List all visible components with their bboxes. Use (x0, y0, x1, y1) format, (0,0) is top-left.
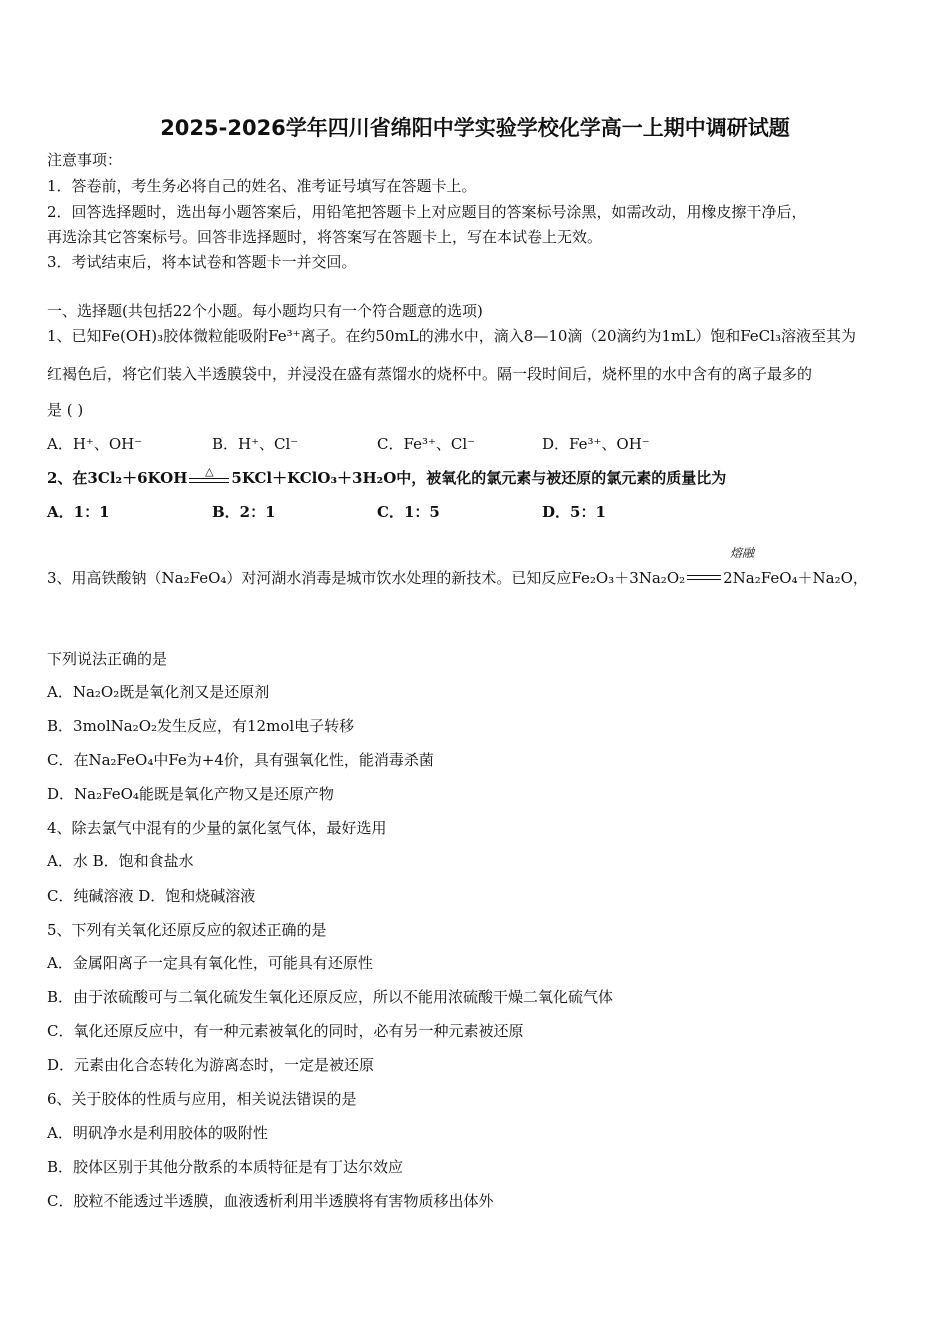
equals-arrow-icon (687, 572, 721, 586)
notice-item-2-cont: 再选涂其它答案标号。回答非选择题时，将答案写在答题卡上，写在本试卷上无效。 (47, 228, 603, 246)
q2-stem (47, 465, 727, 488)
q3-stem-line (47, 568, 868, 588)
page-title: 2025-2026学年四川省绵阳中学实验学校化学高一上期中调研试题 (160, 116, 790, 140)
q1-line-1: 1、已知Fe(OH)₃胶体微粒能吸附Fe³⁺离子。在约50mL的沸水中，滴入8—10滴（20滴约为1mL）饱和FeCl₃溶液至其为 (47, 327, 856, 345)
q3-stem: 下列说法正确的是 (47, 650, 168, 668)
section-heading: 一、选择题(共包括22个小题。每小题均只有一个符合题意的选项) (47, 302, 483, 320)
q4-options-ab[interactable]: A．水 B．饱和食盐水 (47, 852, 194, 870)
notice-item-3: 3．考试结束后，将本试卷和答题卡一并交回。 (47, 253, 357, 271)
q6-stem: 6、关于胶体的性质与应用，相关说法错误的是 (47, 1090, 357, 1108)
q4-options-cd[interactable]: C．纯碱溶液 D．饱和烧碱溶液 (47, 887, 256, 905)
q3-option-d[interactable]: D．Na₂FeO₄能既是氧化产物又是还原产物 (47, 785, 334, 803)
notice-item-1: 1．答卷前，考生务必将自己的姓名、准考证号填写在答题卡上。 (47, 177, 477, 195)
q5-option-d[interactable]: D．元素由化合态转化为游离态时，一定是被还原 (47, 1056, 375, 1074)
q3-option-a[interactable]: A．Na₂O₂既是氧化剂又是还原剂 (47, 683, 270, 701)
q1-options (47, 434, 927, 454)
q2-option-d[interactable]: D．5：1 (542, 503, 606, 521)
q5-stem: 5、下列有关氧化还原反应的叙述正确的是 (47, 921, 327, 939)
q6-option-c[interactable]: C．胶粒不能透过半透膜，血液透析利用半透膜将有害物质移出体外 (47, 1192, 494, 1210)
q6-option-b[interactable]: B．胶体区别于其他分散系的本质特征是有丁达尔效应 (47, 1158, 404, 1176)
q2-option-c[interactable]: C．1：5 (377, 503, 440, 521)
equals-arrow-icon (189, 465, 229, 486)
q3-prefix: 3、用高铁酸钠（Na₂FeO₄）对河湖水消毒是城市饮水处理的新技术。已知反应Fe₂O₃＋3Na₂O₂ (47, 569, 686, 587)
q6-option-a[interactable]: A．明矾净水是利用胶体的吸附性 (47, 1124, 268, 1142)
q2-option-b[interactable]: B．2：1 (212, 503, 276, 521)
heat-condition: △ (205, 465, 214, 478)
q5-option-a[interactable]: A．金属阳离子一定具有氧化性，可能具有还原性 (47, 954, 373, 972)
q2-options (47, 502, 927, 522)
q3-option-c[interactable]: C．在Na₂FeO₄中Fe为+4价，具有强氧化性，能消毒杀菌 (47, 751, 434, 769)
q3-option-b[interactable]: B．3molNa₂O₂发生反应，有12mol电子转移 (47, 717, 355, 735)
notice-item-2: 2．回答选择题时，选出每小题答案后，用铅笔把答题卡上对应题目的答案标号涂黑，如需改动，用橡皮擦干净后， (47, 203, 807, 221)
q2-option-a[interactable]: A．1：1 (47, 503, 110, 521)
q1-line-3: 是 ( ) (47, 401, 84, 419)
q3-condition: 熔融 (730, 546, 755, 560)
q1-option-b[interactable]: B．H⁺、Cl⁻ (212, 435, 299, 453)
q3-suffix: 2Na₂FeO₄＋Na₂O， (723, 569, 868, 587)
q1-option-a[interactable]: A．H⁺、OH⁻ (47, 435, 143, 453)
notice-heading: 注意事项： (47, 151, 123, 169)
q5-option-b[interactable]: B．由于浓硫酸可与二氧化硫发生氧化还原反应，所以不能用浓硫酸干燥二氧化硫气体 (47, 988, 614, 1006)
q2-suffix: 5KCl＋KClO₃＋3H₂O中，被氧化的氯元素与被还原的氯元素的质量比为 (231, 469, 727, 487)
q4-stem: 4、除去氯气中混有的少量的氯化氢气体，最好选用 (47, 819, 387, 837)
q1-line-2: 红褐色后，将它们装入半透膜袋中，并浸没在盛有蒸馏水的烧杯中。隔一段时间后，烧杯里的水中含有的离子最多的 (47, 365, 813, 383)
q1-option-d[interactable]: D．Fe³⁺、OH⁻ (542, 435, 650, 453)
q2-prefix: 2、在3Cl₂＋6KOH (47, 469, 188, 487)
q5-option-c[interactable]: C．氧化还原反应中，有一种元素被氧化的同时，必有另一种元素被还原 (47, 1022, 524, 1040)
q1-option-c[interactable]: C．Fe³⁺、Cl⁻ (377, 435, 476, 453)
